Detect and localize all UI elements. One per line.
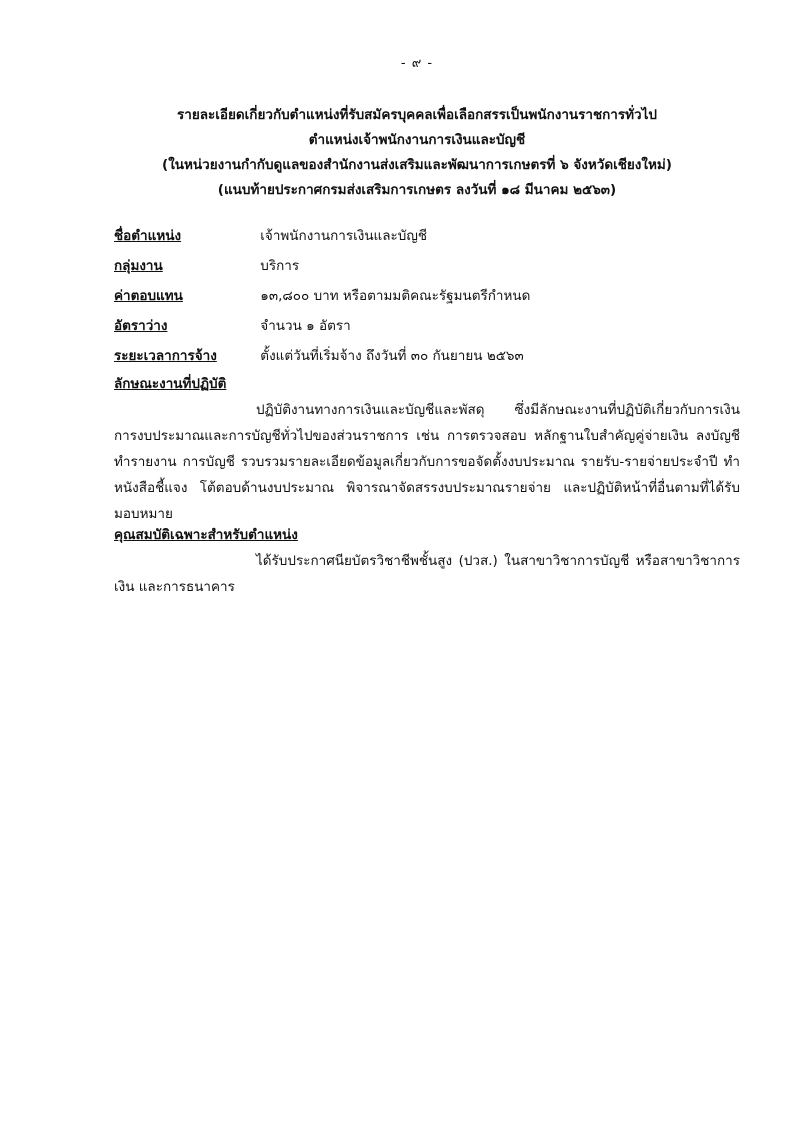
heading-attachment-note: (แนบท้ายประกาศกรมส่งเสริมการเกษตร ลงวันที่ ๑๘ มีนาคม ๒๕๖๓) (217, 182, 617, 198)
qualification-text: ได้รับประกาศนียบัตรวิชาชีพชั้นสูง (ปวส.) ในสาขาวิชาการบัญชี หรือสาขาวิชาการเงิน และการธนาคาร (114, 553, 740, 595)
field-label: กลุ่มงาน (114, 258, 163, 274)
field-value: เจ้าพนักงานการเงินและบัญชี (260, 228, 428, 244)
duties-title: ลักษณะงานที่ปฏิบัติ (114, 376, 227, 392)
field-value: จำนวน ๑ อัตรา (260, 318, 351, 334)
field-label: อัตราว่าง (114, 318, 168, 334)
field-work-group (114, 253, 744, 283)
qualification-section (114, 524, 740, 600)
field-employment-period (114, 343, 744, 373)
heading-title: รายละเอียดเกี่ยวกับตำแหน่งที่รับสมัครบุคคลเพื่อเลือกสรรเป็นพนักงานราชการทั่วไป (177, 107, 657, 123)
field-label: ระยะเวลาการจ้าง (114, 348, 217, 364)
field-position-name (114, 223, 744, 253)
duties-text: ปฏิบัติงานทางการเงินและบัญชีและพัสดุ ซึ่งมีลักษณะงานที่ปฏิบัติเกี่ยวกับการเงิน การงบประมาณและการบัญชีทั่วไปของส่วนราชการ เช่น การตรวจสอบ หลักฐานใบสำคัญคู่จ่ายเงิน ลงบัญชี ทำรายงาน การบัญชี รวบรวมรายละเอียดข้อมูลเกี่ยวกับการขอจัดตั้งงบประมาณ รายรับ-รายจ่ายประจำปี ทำหนังสือชี้แจง โต้ตอบด้านงบประมาณ พิจารณาจัดสรรงบประมาณรายจ่าย และปฏิบัติหน้าที่อื่นตามที่ได้รับมอบหมาย (114, 402, 740, 522)
position-details (114, 223, 744, 373)
page-number: - ๙ - (400, 56, 434, 71)
field-label: ค่าตอบแทน (114, 288, 183, 304)
heading-agency: (ในหน่วยงานกำกับดูแลของสำนักงานส่งเสริมและพัฒนาการเกษตรที่ ๖ จังหวัดเชียงใหม่) (162, 157, 672, 173)
field-label: ชื่อตำแหน่ง (114, 228, 182, 244)
field-vacancies (114, 313, 744, 343)
field-value: ตั้งแต่วันที่เริ่มจ้าง ถึงวันที่ ๓๐ กันยายน ๒๕๖๓ (260, 348, 524, 364)
duties-section (114, 373, 740, 527)
field-value: บริการ (260, 258, 300, 274)
field-compensation (114, 283, 744, 313)
field-value: ๑๓,๘๐๐ บาท หรือตามมติคณะรัฐมนตรีกำหนด (260, 288, 531, 304)
heading-position: ตำแหน่งเจ้าพนักงานการเงินและบัญชี (308, 132, 526, 148)
qualification-title: คุณสมบัติเฉพาะสำหรับตำแหน่ง (114, 527, 298, 543)
document-heading (0, 103, 794, 203)
